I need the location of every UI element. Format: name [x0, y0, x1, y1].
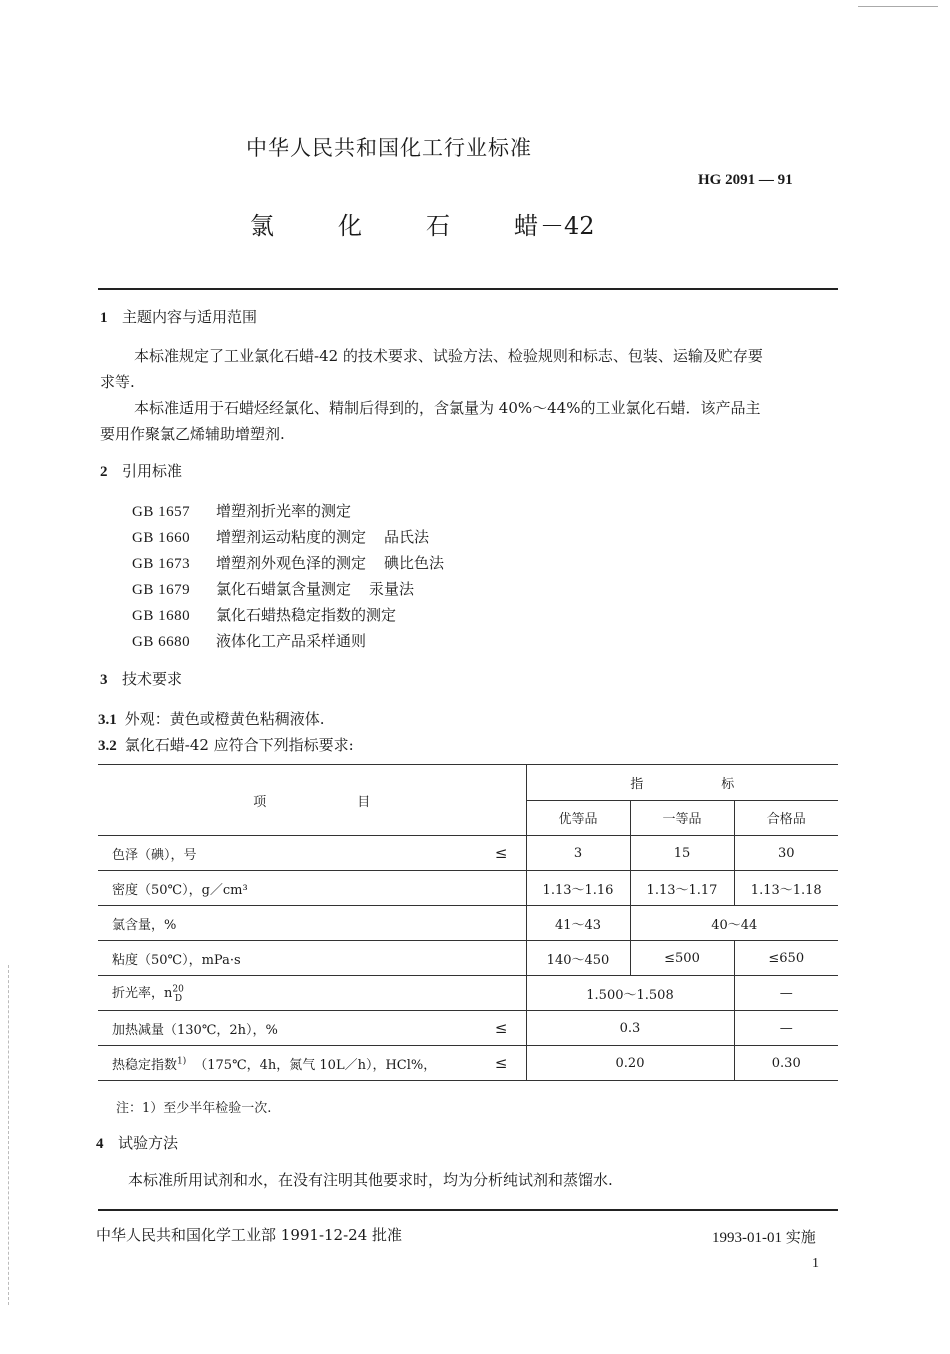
- reference-method: 汞量法: [369, 580, 415, 598]
- header-index: 指 标: [526, 765, 838, 801]
- table-cell: 30: [734, 836, 838, 871]
- item-label: 热稳定指数: [112, 1057, 178, 1073]
- table-note: 注：1）至少半年检验一次.: [116, 1101, 272, 1116]
- reference-code: GB 1673: [132, 556, 191, 572]
- reference-code: GB 1679: [132, 582, 191, 598]
- reference-code: GB 1657: [132, 504, 191, 520]
- reference-row: [132, 526, 429, 547]
- header-grade: 合格品: [734, 800, 838, 836]
- scan-corner-line: [858, 6, 938, 7]
- title-char: 蜡: [514, 212, 538, 240]
- table-cell: 1.13～1.18: [734, 871, 838, 906]
- reference-row: [132, 500, 351, 521]
- reference-title: 增塑剂外观色泽的测定: [216, 554, 367, 572]
- item-label: 折光率，n: [112, 986, 173, 1002]
- item-label: 色泽（碘），号: [112, 847, 197, 863]
- clause-number: 3.1: [98, 712, 117, 728]
- table-cell: 3: [526, 836, 630, 871]
- item-label: 粘度（50℃），mPa·s: [112, 952, 241, 968]
- reference-code: GB 1660: [132, 530, 191, 546]
- clause-3-2: [98, 734, 354, 755]
- approval-line: 中华人民共和国化学工业部 1991-12-24 批准: [96, 1226, 403, 1244]
- title-char: －42: [540, 212, 595, 240]
- item-superscript: 20: [172, 984, 184, 995]
- header-grade: 一等品: [630, 800, 734, 836]
- section-title: 引用标准: [122, 462, 183, 480]
- title-char: 石: [426, 212, 450, 240]
- table-item: [98, 976, 526, 1011]
- implementation-date: 1993-01-01 实施: [712, 1230, 816, 1246]
- item-subscript: D: [174, 993, 183, 1004]
- reference-method: 碘比色法: [384, 554, 445, 572]
- table-item: [98, 1011, 526, 1046]
- item-label: 加热减量（130℃，2h），%: [112, 1022, 278, 1038]
- table-cell: 40～44: [630, 906, 838, 941]
- table-row: [98, 906, 838, 941]
- le-sign: ≤: [494, 1019, 508, 1037]
- header-rule: [98, 288, 838, 290]
- section-number: 4: [96, 1136, 104, 1152]
- table-cell: 15: [630, 836, 734, 871]
- table-row: [98, 941, 838, 976]
- table-row: [98, 1046, 838, 1081]
- table-cell: ≤500: [630, 941, 734, 976]
- reference-method: 品氏法: [384, 528, 430, 546]
- reference-row: [132, 630, 366, 651]
- table-cell: 1.500～1.508: [526, 976, 734, 1011]
- section-title: 主题内容与适用范围: [122, 308, 258, 326]
- section-number: 1: [100, 310, 108, 326]
- section-number: 2: [100, 464, 108, 480]
- reference-title: 氯化石蜡热稳定指数的测定: [216, 606, 397, 624]
- table-item: [98, 941, 526, 976]
- section-title: 试验方法: [118, 1134, 179, 1152]
- table-cell: 41～43: [526, 906, 630, 941]
- clause-text: 外观：黄色或橙黄色粘稠液体.: [124, 710, 325, 728]
- le-sign: ≤: [494, 1054, 508, 1072]
- table-cell: 1.13～1.16: [526, 871, 630, 906]
- table-item: [98, 836, 526, 871]
- section-1-paragraph-1-line-2: 求等.: [100, 373, 135, 391]
- section-4-paragraph: 本标准所用试剂和水，在没有注明其他要求时，均为分析纯试剂和蒸馏水.: [128, 1171, 613, 1189]
- section-3-heading: [100, 668, 182, 689]
- item-label: 氯含量，%: [112, 917, 177, 933]
- table-row: [98, 976, 838, 1011]
- section-1-heading: [100, 306, 257, 327]
- section-1-paragraph-2-line-2: 要用作聚氯乙烯辅助增塑剂.: [100, 425, 285, 443]
- item-superscript: 1): [177, 1056, 187, 1067]
- standard-code: HG 2091 — 91: [698, 172, 793, 188]
- reference-title: 氯化石蜡氯含量测定: [216, 580, 352, 598]
- reference-code: GB 1680: [132, 608, 191, 624]
- table-cell: 0.3: [526, 1011, 734, 1046]
- reference-title: 液体化工产品采样通则: [216, 632, 367, 650]
- reference-title: 增塑剂折光率的测定: [216, 502, 352, 520]
- reference-row: [132, 578, 414, 599]
- page-number: 1: [812, 1256, 819, 1271]
- table-cell: 0.30: [734, 1046, 838, 1081]
- specification-table: [98, 764, 838, 1081]
- table-item: [98, 1046, 526, 1081]
- reference-title: 增塑剂运动粘度的测定: [216, 528, 367, 546]
- table-cell: 0.20: [526, 1046, 734, 1081]
- item-label-tail: （175℃，4h，氮气 10L／h），HCl%，: [194, 1057, 437, 1073]
- table-item: [98, 871, 526, 906]
- title-char: 化: [338, 212, 362, 240]
- section-1-paragraph-2-line-1: 本标准适用于石蜡烃经氯化、精制后得到的，含氯量为 40%～44%的工业氯化石蜡．该产品主: [134, 399, 761, 417]
- table-cell: 140～450: [526, 941, 630, 976]
- title-char: 氯: [250, 212, 274, 240]
- section-number: 3: [100, 672, 108, 688]
- clause-3-1: [98, 708, 325, 729]
- table-row: [98, 836, 838, 871]
- reference-code: GB 6680: [132, 634, 191, 650]
- table-cell: 1.13～1.17: [630, 871, 734, 906]
- header-grade: 优等品: [526, 800, 630, 836]
- item-label: 密度（50℃），g／cm³: [112, 882, 248, 898]
- le-sign: ≤: [494, 844, 508, 862]
- table-cell: —: [734, 976, 838, 1011]
- table-cell: ≤650: [734, 941, 838, 976]
- section-title: 技术要求: [122, 670, 183, 688]
- document-title: [250, 206, 595, 241]
- reference-row: [132, 552, 444, 573]
- section-1-paragraph-1-line-1: 本标准规定了工业氯化石蜡-42 的技术要求、试验方法、检验规则和标志、包装、运输及贮存要: [134, 347, 763, 365]
- section-4-heading: [96, 1132, 178, 1153]
- footer-rule: [98, 1209, 838, 1211]
- clause-text: 氯化石蜡-42 应符合下列指标要求:: [124, 736, 354, 754]
- reference-row: [132, 604, 396, 625]
- scan-margin-line: [8, 965, 9, 1305]
- table-row: [98, 871, 838, 906]
- header-item: 项 目: [98, 765, 526, 836]
- standard-org: 中华人民共和国化工行业标准: [246, 136, 532, 160]
- table-cell: —: [734, 1011, 838, 1046]
- clause-number: 3.2: [98, 738, 117, 754]
- table-row: [98, 1011, 838, 1046]
- table-item: [98, 906, 526, 941]
- section-2-heading: [100, 460, 182, 481]
